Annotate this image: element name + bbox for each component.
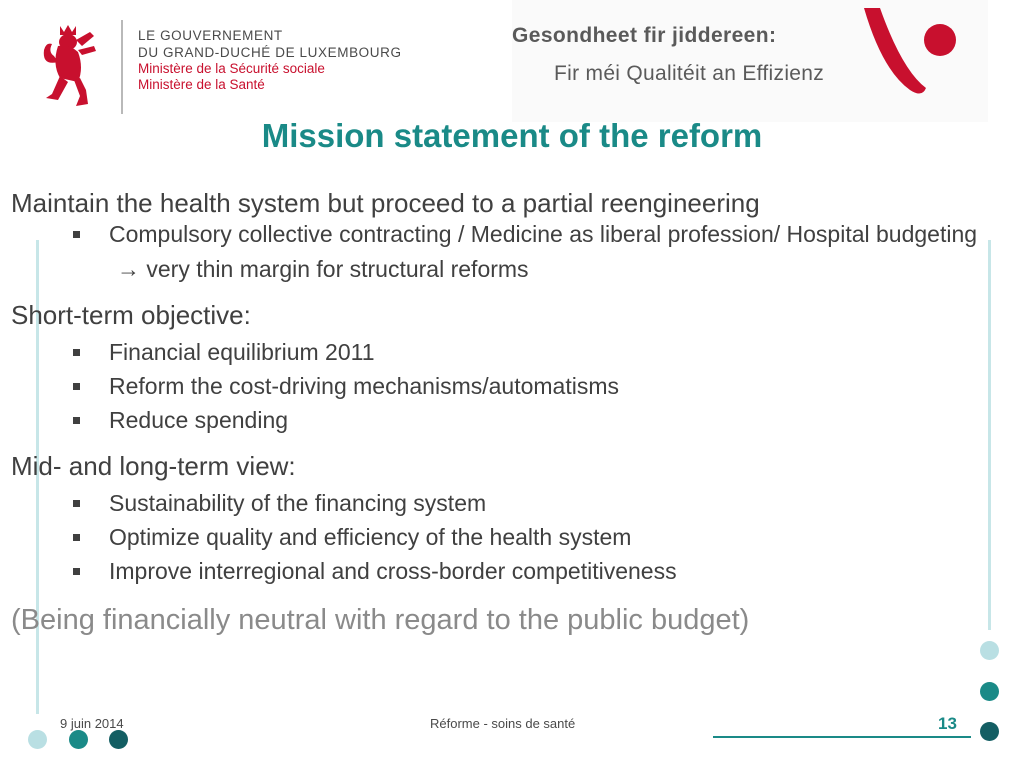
bullet-text: Financial equilibrium 2011 xyxy=(109,339,375,365)
ministry-health: Ministère de la Santé xyxy=(138,77,265,92)
list-item xyxy=(11,523,989,551)
list-item xyxy=(11,489,989,517)
section-heading: Short-term objective: xyxy=(11,300,251,330)
slide-number: 13 xyxy=(938,714,957,733)
right-arrow-icon: → xyxy=(117,256,147,282)
list-item xyxy=(11,406,989,434)
header-divider xyxy=(121,20,123,114)
bullet-text: Optimize quality and efficiency of the health system xyxy=(109,524,632,550)
campaign-slogan-line-1: Gesondheet fir jiddereen: xyxy=(512,24,777,47)
section-heading: Mid- and long-term view: xyxy=(11,451,296,481)
square-bullet-icon xyxy=(73,568,80,575)
bullet-text: Compulsory collective contracting / Medicine as liberal profession/ Hospital budgeting xyxy=(109,221,978,247)
bullet-text: Improve interregional and cross-border competitiveness xyxy=(109,558,677,584)
government-identity xyxy=(138,27,458,93)
square-bullet-icon xyxy=(73,500,80,507)
section-heading: Maintain the health system but proceed to a partial reengineering xyxy=(11,188,760,218)
decor-dot-dark-right xyxy=(980,722,999,741)
decor-dot-mid-left xyxy=(69,730,88,749)
bullet-text: Reform the cost-driving mechanisms/automatisms xyxy=(109,373,619,399)
campaign-slogan-line-2: Fir méi Qualitéit an Effizienz xyxy=(554,62,825,85)
list-item xyxy=(11,220,989,248)
footer-title: Réforme - soins de santé xyxy=(430,716,576,731)
campaign-banner xyxy=(512,0,988,122)
list-item xyxy=(11,372,989,400)
government-line-1: LE GOUVERNEMENT xyxy=(138,28,283,43)
square-bullet-icon xyxy=(73,534,80,541)
list-item xyxy=(11,557,989,585)
decor-dot-light-left xyxy=(28,730,47,749)
footer-accent-line xyxy=(713,736,971,738)
red-swoosh-dot-icon xyxy=(862,0,972,110)
bullet-text: Sustainability of the financing system xyxy=(109,490,487,516)
decor-dot-dark-left xyxy=(109,730,128,749)
square-bullet-icon xyxy=(73,231,80,238)
decor-dot-mid-right xyxy=(980,682,999,701)
ministry-social-security: Ministère de la Sécurité sociale xyxy=(138,61,325,76)
slide-title: Mission statement of the reform xyxy=(261,117,763,154)
square-bullet-icon xyxy=(73,349,80,356)
arrow-note-text: very thin margin for structural reforms xyxy=(146,256,529,282)
slide-body xyxy=(11,186,1001,638)
bullet-text: Reduce spending xyxy=(109,407,289,433)
closing-statement: (Being financially neutral with regard to the public budget) xyxy=(11,604,750,636)
red-lion-crest-icon xyxy=(38,22,108,112)
decor-dot-light-right xyxy=(980,641,999,660)
arrow-note xyxy=(11,255,1001,283)
square-bullet-icon xyxy=(73,417,80,424)
government-line-2: DU GRAND-DUCHÉ DE LUXEMBOURG xyxy=(138,45,402,60)
square-bullet-icon xyxy=(73,383,80,390)
footer-date: 9 juin 2014 xyxy=(60,716,124,731)
list-item xyxy=(11,338,989,366)
